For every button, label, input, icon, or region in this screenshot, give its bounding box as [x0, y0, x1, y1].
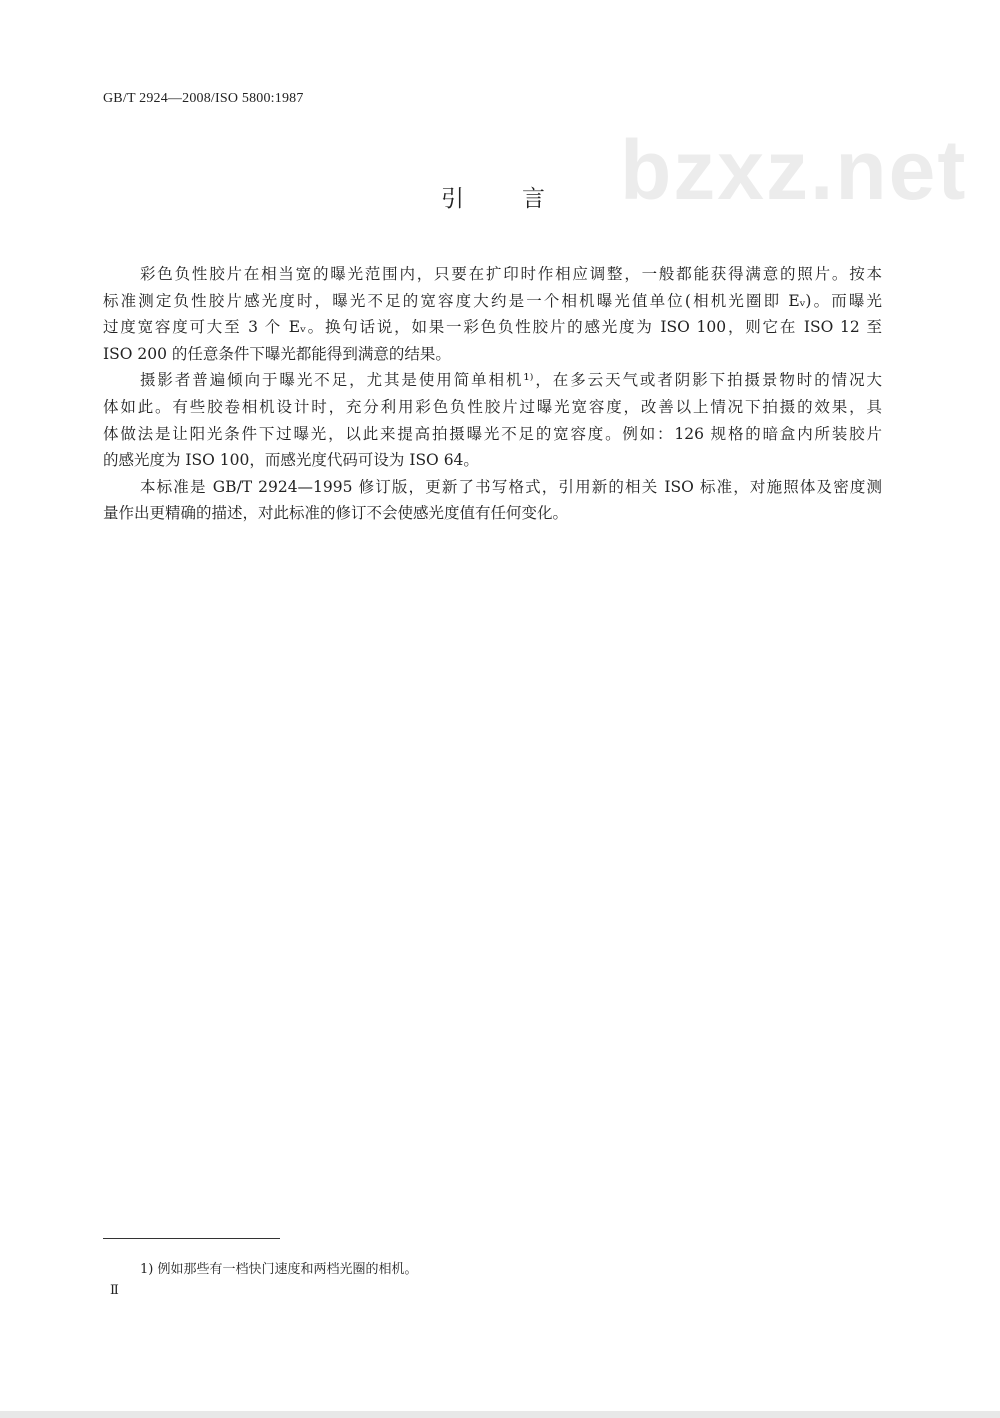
section-title: 引言: [441, 186, 603, 212]
text-line: 本标准是 GB/T 2924—1995 修订版，更新了书写格式，引用新的相关 ISO 标准，对施照体及密度测: [140, 477, 882, 496]
text-line: 的感光度为 ISO 100，而感光度代码可设为 ISO 64。: [103, 451, 479, 470]
paragraph-1: [103, 261, 882, 367]
document-header: GB/T 2924—2008/ISO 5800:1987: [103, 91, 304, 106]
text-line: 摄影者普遍倾向于曝光不足，尤其是使用简单相机¹⁾，在多云天气或者阴影下拍摄景物时的情况大: [140, 371, 882, 390]
footnote-divider: [103, 1238, 280, 1239]
body-text: [103, 261, 882, 527]
text-line: 过度宽容度可大至 3 个 Eᵥ。换句话说，如果一彩色负性胶片的感光度为 ISO 100，则它在 ISO 12 至: [103, 318, 882, 337]
text-line: ISO 200 的任意条件下曝光都能得到满意的结果。: [103, 344, 451, 363]
watermark: bzxz.net: [620, 123, 968, 217]
text-line: 体如此。有些胶卷相机设计时，充分利用彩色负性胶片过曝光宽容度，改善以上情况下拍摄的效果，具: [103, 397, 882, 416]
page-number: Ⅱ: [110, 1283, 119, 1298]
page-bottom-edge: [0, 1411, 1000, 1418]
text-line: 标准测定负性胶片感光度时，曝光不足的宽容度大约是一个相机曝光值单位(相机光圈即 Eᵥ)。而曝光: [103, 291, 882, 310]
text-line: 彩色负性胶片在相当宽的曝光范围内，只要在扩印时作相应调整，一般都能获得满意的照片。按本: [140, 265, 882, 283]
footnote: 1) 例如那些有一档快门速度和两档光圈的相机。: [140, 1262, 418, 1277]
text-line: 体做法是让阳光条件下过曝光，以此来提高拍摄曝光不足的宽容度。例如：126 规格的暗盒内所装胶片: [103, 424, 882, 443]
text-line: 量作出更精确的描述，对此标准的修订不会使感光度值有任何变化。: [103, 504, 569, 523]
paragraph-3: [103, 474, 882, 527]
paragraph-2: [103, 367, 882, 473]
